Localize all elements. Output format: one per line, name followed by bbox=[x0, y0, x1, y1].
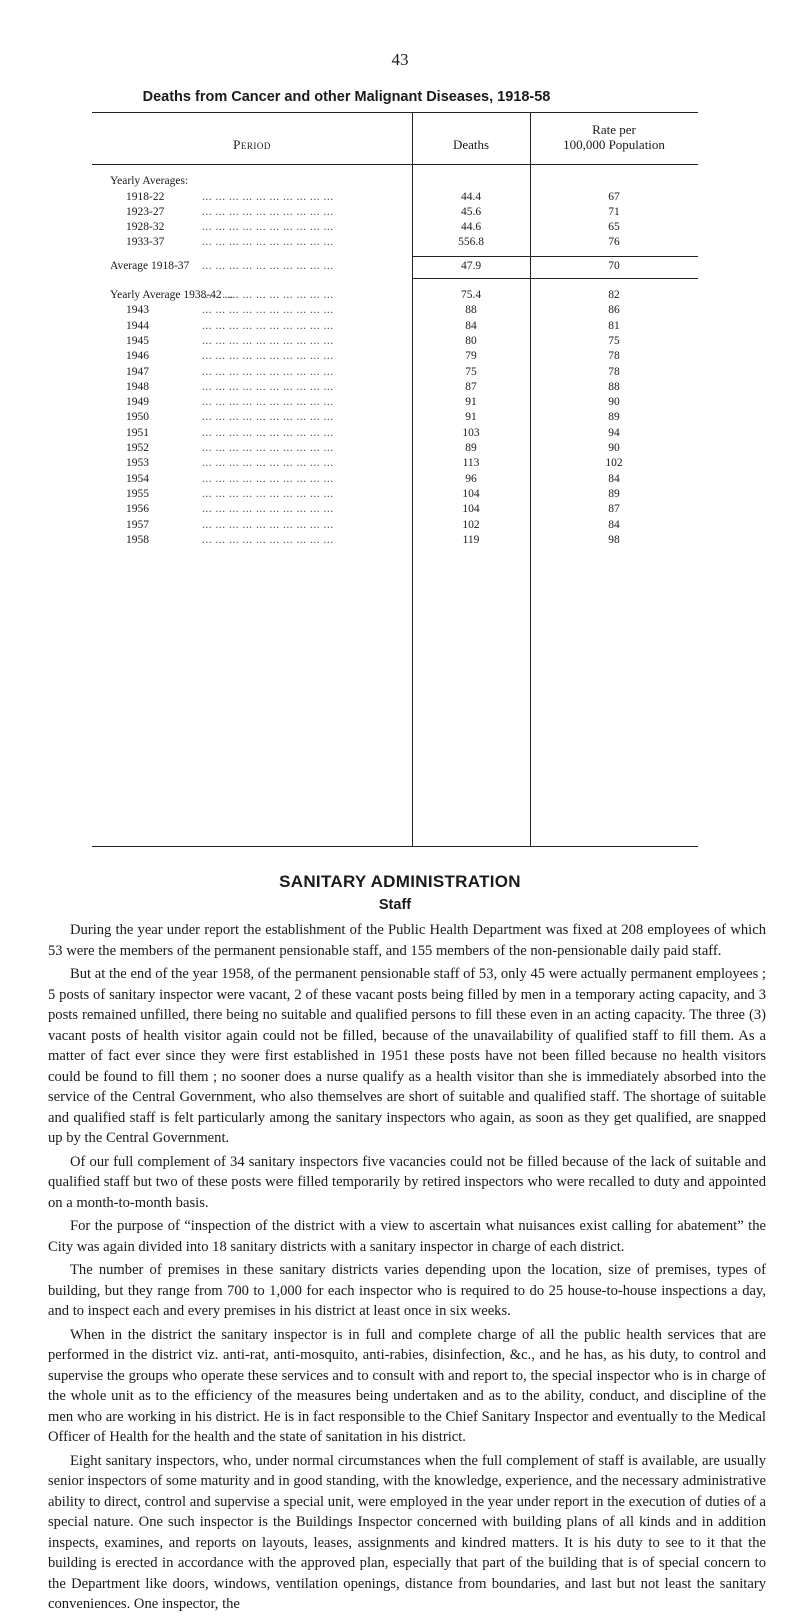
table-row bbox=[92, 190, 698, 205]
cell-deaths: 84 bbox=[465, 319, 477, 332]
paragraph: When in the district the sanitary inspector is in full and complete charge of all the public health services that are performed in the district viz. anti-rat, anti-mosquito, anti-rabies, disinfection, &c., and he has, as his duty, to control and supervise the groups who operate these services and to consult with and report to, the special inspector who is in charge of the whole unit as to the efficiency of the measures being undertaken and as to the ability, conduct, and discipline of the men who are working in his district. He is in fact responsible to the Chief Sanitary Inspector and eventually to the Medical Officer of Health for the health and the state of sanitation in his district. bbox=[48, 1326, 766, 1445]
leader-dots: ... ... ... ... ... ... ... ... ... ... bbox=[202, 396, 334, 409]
cell-rate: 75 bbox=[608, 334, 620, 347]
table-row bbox=[92, 456, 698, 471]
table-row bbox=[92, 395, 698, 410]
leader-dots: ... ... ... ... ... ... ... ... ... ... bbox=[202, 260, 334, 272]
leader-dots: ... ... ... ... ... ... ... ... ... ... bbox=[202, 380, 334, 393]
leader-dots: ... ... ... ... ... ... ... ... ... ... bbox=[202, 221, 334, 233]
table-row bbox=[92, 380, 698, 395]
leader-dots: ... ... ... ... ... ... ... ... ... ... bbox=[202, 518, 334, 531]
cell-deaths: 45.6 bbox=[460, 206, 482, 218]
cell-deaths: 47.9 bbox=[460, 260, 482, 272]
leader-dots: ... ... ... ... ... ... ... ... ... ... bbox=[202, 319, 334, 332]
section-title: SANITARY ADMINISTRATION bbox=[279, 872, 521, 891]
cell-period: 1954 bbox=[126, 472, 149, 485]
cell-rate: 94 bbox=[608, 426, 620, 439]
table-row bbox=[92, 487, 698, 502]
cell-deaths: 89 bbox=[465, 442, 477, 454]
cell-period: 1951 bbox=[126, 426, 149, 439]
table-row bbox=[92, 472, 698, 487]
cancer-deaths-table bbox=[92, 112, 698, 847]
table-row bbox=[92, 502, 698, 517]
leader-dots: ... ... ... ... ... ... ... ... ... ... bbox=[202, 334, 334, 347]
leader-dots: ... ... ... ... ... ... ... ... ... ... bbox=[202, 236, 334, 248]
cell-rate: 84 bbox=[608, 518, 620, 531]
cell-deaths: 44.6 bbox=[460, 221, 482, 233]
table-row bbox=[92, 410, 698, 425]
leader-dots: ... ... ... ... ... ... ... ... ... ... bbox=[202, 442, 334, 454]
cell-period: 1918-22 bbox=[126, 191, 165, 203]
paragraph: Eight sanitary inspectors, who, under normal circumstances when the full complement of staff is available, are usually senior inspectors of some maturity and in good standing, with the knowledge, experience, and the necessary administrative ability to direct, control and supervise a special unit, were employed in the year under report in the execution of duties of a special nature. One such inspector is the Buildings Inspector concerned with building plans of all kinds and in addition inspects, examines, and reports on layouts, leases, assignments and kindred matters. It is his duty to see to it that the building is erected in accordance with the approved plan, especially that part of the building that is of special concern to the Department like doors, windows, ventilation openings, distance from boundaries, and last but not least the sanitary conveniences. One inspector, the bbox=[48, 1452, 766, 1612]
header-period: Period bbox=[233, 137, 271, 152]
cell-rate: 78 bbox=[608, 365, 620, 378]
header-rate-line2: 100,000 Population bbox=[563, 137, 665, 152]
paragraph: The number of premises in these sanitary districts varies depending upon the location, size of premises, types of building, but they range from 700 to 1,000 for each inspector who is required to do 25 house-to-house inspections a day, and to inspect each and every premises in his district at least once in six weeks. bbox=[48, 1262, 766, 1319]
cell-rate: 90 bbox=[608, 396, 620, 409]
table-row bbox=[92, 533, 698, 548]
header-rule bbox=[92, 164, 698, 165]
cell-rate: 70 bbox=[608, 260, 620, 272]
cell-rate: 87 bbox=[608, 503, 620, 516]
cell-period: 1948 bbox=[126, 380, 149, 393]
cell-deaths: 79 bbox=[465, 350, 477, 363]
cell-period: 1923-27 bbox=[126, 206, 165, 218]
cell-deaths: 91 bbox=[465, 411, 477, 424]
cell-period: 1950 bbox=[126, 411, 149, 424]
cell-deaths: 75 bbox=[465, 365, 477, 378]
cell-rate: 86 bbox=[608, 304, 620, 317]
cell-period: 1957 bbox=[126, 518, 149, 531]
cell-rate: 98 bbox=[608, 533, 620, 546]
leader-dots: ... ... ... ... ... ... ... ... ... ... bbox=[202, 304, 334, 317]
cell-rate: 89 bbox=[608, 487, 620, 500]
cell-deaths: 88 bbox=[465, 304, 477, 317]
cell-period: 1947 bbox=[126, 365, 149, 378]
cell-period: 1945 bbox=[126, 334, 149, 347]
cell-period: 1944 bbox=[126, 319, 149, 332]
cell-rate: 90 bbox=[608, 442, 620, 454]
table-row bbox=[92, 205, 698, 220]
table-row bbox=[92, 349, 698, 364]
table-row bbox=[92, 235, 698, 250]
leader-dots: ... ... ... ... ... ... ... ... ... ... bbox=[202, 487, 334, 500]
leader-dots: ... ... ... ... ... ... ... ... ... ... bbox=[202, 457, 334, 470]
leader-dots: ... ... ... ... ... ... ... ... ... ... bbox=[202, 472, 334, 485]
leader-dots: ... ... ... ... ... ... ... ... ... ... bbox=[202, 206, 334, 218]
cell-rate: 71 bbox=[608, 206, 620, 218]
cell-rate: 67 bbox=[608, 191, 620, 203]
table-row bbox=[92, 518, 698, 533]
cell-deaths: 75.4 bbox=[460, 289, 482, 301]
table-row bbox=[92, 365, 698, 380]
cell-rate: 82 bbox=[608, 289, 620, 301]
cell-deaths: 104 bbox=[462, 503, 480, 516]
header-rate-line1: Rate per bbox=[592, 122, 636, 137]
cell-period: 1943 bbox=[126, 304, 149, 317]
average-rule-bottom bbox=[412, 278, 698, 279]
cell-rate: 102 bbox=[605, 457, 623, 470]
table-title: Deaths from Cancer and other Malignant Diseases, 1918-58 bbox=[142, 89, 551, 105]
table-row bbox=[92, 288, 698, 303]
leader-dots: ... ... ... ... ... ... ... ... ... ... bbox=[202, 411, 334, 424]
cell-rate: 89 bbox=[608, 411, 620, 424]
cell-deaths: 113 bbox=[462, 457, 480, 470]
paragraph: For the purpose of “inspection of the district with a view to ascertain what nuisances exist calling for abatement” the City was again divided into 18 sanitary districts with a sanitary inspector in charge of each district. bbox=[48, 1218, 766, 1255]
table-row bbox=[92, 441, 698, 456]
leader-dots: ... ... ... ... ... ... ... ... ... ... bbox=[202, 533, 334, 546]
cell-period: 1958 bbox=[126, 533, 149, 546]
cell-period: Average 1918-37 bbox=[110, 260, 190, 272]
cell-period: 1953 bbox=[126, 457, 149, 470]
page-number: 43 bbox=[391, 50, 409, 69]
paragraph: But at the end of the year 1958, of the permanent pensionable staff of 53, only 45 were actually permanent employees ; 5 posts of sanitary inspector were vacant, 2 of these vacant posts being filled by men in a temporary acting capacity, and 3 posts remained unfilled, there being no suitable and qualified persons to fill these even in an acting capacity. The three (3) vacant posts of health visitor again could not be filled, because of the unavailability of qualified staff to fill them. As a matter of fact ever since they were first established in 1951 these posts have not been filled because no health visitors could be found to fill them ; no sooner does a nurse qualify as a health visitor than she is immediately absorbed into the service of the Central Government, who also themselves are short of suitable and qualified staff. The shortage of suitable and qualified staff is felt particularly among the sanitary inspectors who again, as soon as they get qualified, are snapped up by the Central Government. bbox=[48, 966, 766, 1146]
cell-deaths: 119 bbox=[462, 533, 480, 546]
cell-period: Yearly Averages: bbox=[110, 175, 189, 187]
cell-rate: 76 bbox=[608, 236, 620, 248]
average-rule-top bbox=[412, 256, 698, 257]
cell-rate: 88 bbox=[608, 380, 620, 393]
header-deaths: Deaths bbox=[452, 137, 490, 152]
cell-rate: 78 bbox=[608, 350, 620, 363]
cell-rate: 81 bbox=[608, 319, 620, 332]
cell-period: 1933-37 bbox=[126, 236, 165, 248]
cell-deaths: 104 bbox=[462, 487, 480, 500]
leader-dots: ... ... ... ... ... ... ... ... ... ... bbox=[202, 426, 334, 439]
leader-dots: ... ... ... ... ... ... ... ... ... ... bbox=[202, 503, 334, 516]
leader-dots: ... ... ... ... ... ... ... ... ... ... bbox=[202, 365, 334, 378]
cell-deaths: 103 bbox=[462, 426, 480, 439]
cell-period: 1955 bbox=[126, 487, 149, 500]
table-row bbox=[92, 334, 698, 349]
leader-dots: ... ... ... ... ... ... ... ... ... ... bbox=[202, 191, 334, 203]
table-row bbox=[92, 220, 698, 235]
cell-period: 1928-32 bbox=[126, 221, 165, 233]
cell-deaths: 96 bbox=[465, 472, 477, 485]
table-row bbox=[92, 426, 698, 441]
cell-period: Yearly Average 1938-42 ... bbox=[110, 289, 234, 301]
table-row bbox=[92, 303, 698, 318]
paragraph: Of our full complement of 34 sanitary inspectors five vacancies could not be filled because of the lack of suitable and qualified staff but two of these posts were filled temporarily by retired inspectors who were recalled to duty and appointed on a month-to-month basis. bbox=[48, 1153, 766, 1211]
cell-period: 1952 bbox=[126, 442, 149, 454]
table-row bbox=[92, 259, 698, 274]
section-subtitle: Staff bbox=[378, 897, 412, 913]
table-row bbox=[92, 319, 698, 334]
table-row bbox=[92, 174, 698, 189]
cell-deaths: 556.8 bbox=[458, 236, 484, 248]
cell-deaths: 87 bbox=[465, 380, 477, 393]
cell-deaths: 44.4 bbox=[460, 191, 482, 203]
cell-deaths: 102 bbox=[462, 518, 480, 531]
body-text bbox=[48, 920, 766, 1618]
cell-period: 1956 bbox=[126, 503, 149, 516]
cell-period: 1946 bbox=[126, 350, 149, 363]
cell-deaths: 91 bbox=[465, 396, 477, 409]
header-rate bbox=[530, 122, 698, 152]
paragraph: During the year under report the establishment of the Public Health Department was fixed at 208 employees of which 53 were the members of the permanent pensionable staff, and 155 members of the non-pensionable daily paid staff. bbox=[48, 922, 766, 959]
leader-dots: ... ... ... ... ... ... ... ... ... ... bbox=[202, 289, 334, 301]
leader-dots: ... ... ... ... ... ... ... ... ... ... bbox=[202, 350, 334, 363]
cell-rate: 65 bbox=[608, 221, 620, 233]
cell-deaths: 80 bbox=[465, 334, 477, 347]
cell-period: 1949 bbox=[126, 396, 149, 409]
cell-rate: 84 bbox=[608, 472, 620, 485]
